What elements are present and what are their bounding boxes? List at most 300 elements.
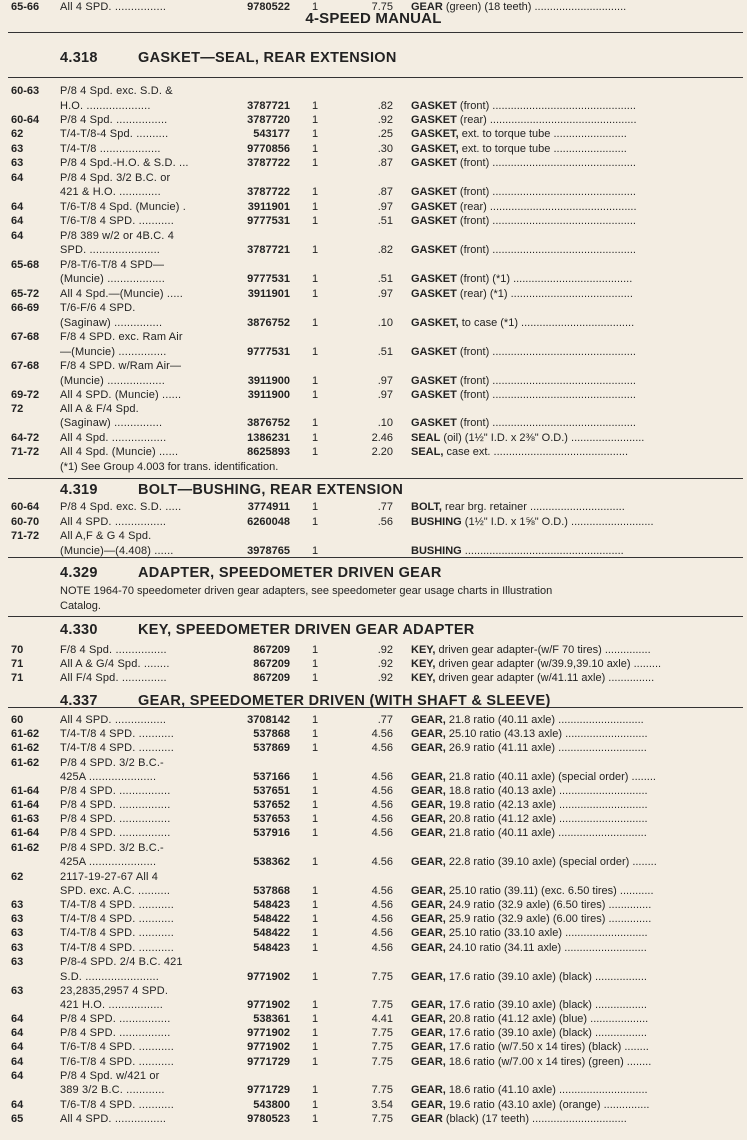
quantity: 1 <box>312 1113 319 1125</box>
item-desc <box>411 798 746 812</box>
application-desc: T/4-T/8 ................... <box>60 143 161 155</box>
year-range: 64 <box>11 1013 24 1025</box>
item-desc <box>411 287 746 301</box>
item-desc <box>411 1112 746 1126</box>
application-desc: P/8 4 Spd. ................ <box>60 114 168 126</box>
application-desc: T/4-T/8 4 SPD. ........... <box>60 742 174 754</box>
part-number: 3787722 <box>247 186 290 198</box>
item-detail: (front) ............................................... <box>456 100 636 112</box>
item-name: GEAR, <box>411 999 446 1011</box>
price: .92 <box>377 644 393 656</box>
item-detail: (black) (17 teeth) ............................... <box>442 1113 627 1125</box>
item-desc <box>411 214 746 228</box>
part-number: 1386231 <box>247 432 290 444</box>
part-number: 537652 <box>253 799 290 811</box>
table-row <box>0 713 747 727</box>
part-number: 9777531 <box>247 273 290 285</box>
application-desc: All 4 Spd. (Muncie) ...... <box>60 446 179 458</box>
year-range: 65 <box>11 1113 24 1125</box>
application-desc: All A & G/4 Spd. ........ <box>60 658 170 670</box>
year-range: 63 <box>11 927 24 939</box>
table-row <box>0 402 747 416</box>
application-desc: H.O. .................... <box>60 100 151 112</box>
item-name: GASKET <box>411 346 457 358</box>
price: .51 <box>377 273 393 285</box>
quantity: 1 <box>312 1013 319 1025</box>
year-range: 62 <box>11 871 24 883</box>
quantity: 1 <box>312 273 319 285</box>
year-range: 71-72 <box>11 446 40 458</box>
price: .77 <box>377 714 393 726</box>
item-name: GEAR, <box>411 827 446 839</box>
price: .97 <box>377 389 393 401</box>
application-desc: (Saginaw) ............... <box>60 417 163 429</box>
item-detail: 18.6 ratio (w/7.00 x 14 tires) (green) ........ <box>445 1056 652 1068</box>
year-range: 69-72 <box>11 389 40 401</box>
item-desc <box>411 657 746 671</box>
year-range: 63 <box>11 985 24 997</box>
item-detail: 17.6 ratio (39.10 axle) (black) ................. <box>445 971 647 983</box>
item-name: GEAR, <box>411 885 446 897</box>
part-number: 3911900 <box>247 375 290 387</box>
part-number: 537868 <box>253 728 290 740</box>
price: 4.56 <box>371 799 393 811</box>
item-detail: 25.10 ratio (43.13 axle) ........................... <box>445 728 648 740</box>
item-detail: 24.10 ratio (34.11 axle) ........................... <box>445 942 647 954</box>
header-rule <box>8 32 743 33</box>
application-desc: All A,F & G 4 Spd. <box>60 530 152 542</box>
section-title-4-329 <box>60 565 442 581</box>
application-desc: F/8 4 SPD. exc. Ram Air <box>60 331 183 343</box>
item-desc <box>411 941 746 955</box>
application-desc: All 4 Spd.—(Muncie) ..... <box>60 288 183 300</box>
table-row <box>0 841 747 855</box>
table-row <box>0 243 747 257</box>
item-detail: driven gear adapter (w/39.9,39.10 axle) ......... <box>435 658 662 670</box>
item-detail: rear brg. retainer ............................... <box>441 501 625 513</box>
item-desc <box>411 671 746 685</box>
table-row <box>0 998 747 1012</box>
part-number: 537916 <box>253 827 290 839</box>
item-name: GASKET <box>411 114 457 126</box>
year-range: 61-63 <box>11 813 40 825</box>
item-name: GEAR, <box>411 1027 446 1039</box>
year-range: 60-63 <box>11 85 40 97</box>
item-desc <box>411 812 746 826</box>
item-name: GASKET, <box>411 128 459 140</box>
part-number: 867209 <box>253 672 290 684</box>
part-number: 3978765 <box>247 545 290 557</box>
year-range: 60-64 <box>11 501 40 513</box>
table-row <box>0 1112 747 1126</box>
item-desc <box>411 884 746 898</box>
item-name: SEAL, <box>411 446 444 458</box>
item-desc <box>411 374 746 388</box>
table-row <box>0 1055 747 1069</box>
part-number: 9771902 <box>247 1027 290 1039</box>
item-detail: 21.8 ratio (40.11 axle) ............................. <box>445 827 647 839</box>
quantity: 1 <box>312 186 319 198</box>
application-desc: P/8 4 Spd.-H.O. & S.D. ... <box>60 157 189 169</box>
item-name: GEAR, <box>411 927 446 939</box>
item-name: GEAR, <box>411 1013 446 1025</box>
quantity: 1 <box>312 827 319 839</box>
item-name: GEAR, <box>411 785 446 797</box>
item-name: GASKET <box>411 201 457 213</box>
item-name: GASKET <box>411 186 457 198</box>
price: .82 <box>377 100 393 112</box>
item-desc <box>411 200 746 214</box>
item-desc <box>411 926 746 940</box>
item-desc <box>411 99 746 113</box>
item-desc <box>411 1098 746 1112</box>
section-rule <box>8 707 743 708</box>
table-row <box>0 855 747 869</box>
item-name: GASKET <box>411 288 457 300</box>
part-number: 548422 <box>253 913 290 925</box>
item-detail: ext. to torque tube ........................ <box>458 128 627 140</box>
table-row <box>0 941 747 955</box>
quantity: 1 <box>312 771 319 783</box>
application-desc: T/4-T/8-4 Spd. .......... <box>60 128 169 140</box>
year-range: 64-72 <box>11 432 40 444</box>
item-detail: driven gear adapter (w/41.11 axle) ............... <box>435 672 655 684</box>
section-title-4-319 <box>60 482 403 498</box>
section-rule <box>8 557 743 558</box>
table-row <box>0 84 747 98</box>
application-desc: P/8 4 Spd. 3/2 B.C. or <box>60 172 171 184</box>
application-desc: (Muncie) .................. <box>60 273 165 285</box>
year-range: 61-62 <box>11 757 40 769</box>
year-range: 63 <box>11 942 24 954</box>
year-range: 64 <box>11 1070 24 1082</box>
quantity: 1 <box>312 1099 319 1111</box>
quantity: 1 <box>312 714 319 726</box>
application-desc: All 4 SPD. ................ <box>60 1113 167 1125</box>
year-range: 64 <box>11 172 24 184</box>
table-row <box>0 301 747 315</box>
price: 4.56 <box>371 927 393 939</box>
table-row <box>0 345 747 359</box>
table-row <box>0 812 747 826</box>
application-desc: 389 3/2 B.C. ............ <box>60 1084 165 1096</box>
item-desc <box>411 142 746 156</box>
item-detail: (oil) (1½" I.D. x 2⅜" O.D.) ........................ <box>440 432 645 444</box>
item-name: GEAR, <box>411 913 446 925</box>
table-row <box>0 671 747 685</box>
price: .92 <box>377 114 393 126</box>
quantity: 1 <box>312 375 319 387</box>
item-name: GASKET, <box>411 143 459 155</box>
part-number: 867209 <box>253 658 290 670</box>
item-detail: (front) ............................................... <box>456 186 636 198</box>
item-desc <box>411 156 746 170</box>
price: 4.41 <box>371 1013 393 1025</box>
quantity: 1 <box>312 785 319 797</box>
year-range: 60-64 <box>11 114 40 126</box>
part-number: 3787721 <box>247 100 290 112</box>
table-row <box>0 741 747 755</box>
table-row <box>0 955 747 969</box>
part-number: 3876752 <box>247 317 290 329</box>
table-row <box>0 388 747 402</box>
table-row <box>0 657 747 671</box>
item-desc <box>411 515 746 529</box>
item-desc <box>411 998 746 1012</box>
item-detail: 25.9 ratio (32.9 axle) (6.00 tires) .............. <box>445 913 652 925</box>
year-range: 67-68 <box>11 360 40 372</box>
price: 7.75 <box>371 1113 393 1125</box>
item-detail: 18.8 ratio (40.13 axle) ............................. <box>445 785 648 797</box>
quantity: 1 <box>312 1056 319 1068</box>
year-range: 65-72 <box>11 288 40 300</box>
table-row <box>0 1083 747 1097</box>
item-detail: 22.8 ratio (39.10 axle) (special order) ........ <box>445 856 657 868</box>
application-desc: T/6-T/8 4 Spd. (Muncie) . <box>60 201 187 213</box>
section-title-4-318 <box>60 50 397 66</box>
part-number: 9771729 <box>247 1084 290 1096</box>
application-desc: SPD. ...................... <box>60 244 161 256</box>
item-name: GASKET <box>411 417 457 429</box>
year-range: 63 <box>11 913 24 925</box>
item-detail: 19.6 ratio (43.10 axle) (orange) ............... <box>445 1099 650 1111</box>
year-range: 64 <box>11 201 24 213</box>
price: 4.56 <box>371 856 393 868</box>
table-row <box>0 727 747 741</box>
application-desc: All 4 Spd. ................. <box>60 432 167 444</box>
table-row <box>0 515 747 529</box>
item-name: GEAR <box>411 1 443 13</box>
year-range: 61-62 <box>11 742 40 754</box>
section-note: (*1) See Group 4.003 for trans. identification. <box>60 461 279 473</box>
part-number: 537869 <box>253 742 290 754</box>
item-name: GASKET, <box>411 317 459 329</box>
price: 4.56 <box>371 913 393 925</box>
item-detail: (1½" I.D. x 1⅝" O.D.) ........................... <box>461 516 654 528</box>
year-range: 61-62 <box>11 728 40 740</box>
part-number: 543800 <box>253 1099 290 1111</box>
item-detail: ext. to torque tube ........................ <box>458 143 627 155</box>
application-desc: T/4-T/8 4 SPD. ........... <box>60 913 174 925</box>
application-desc: —(Muncie) ............... <box>60 346 167 358</box>
application-desc: 421 H.O. ................. <box>60 999 163 1011</box>
price: 4.56 <box>371 742 393 754</box>
application-desc: P/8 4 SPD. ................ <box>60 1013 171 1025</box>
item-name: GASKET <box>411 389 457 401</box>
quantity: 1 <box>312 389 319 401</box>
item-detail: (front) (*1) ....................................... <box>456 273 633 285</box>
item-desc <box>411 643 746 657</box>
application-desc: All F/4 Spd. .............. <box>60 672 167 684</box>
part-number: 537651 <box>253 785 290 797</box>
item-desc <box>411 316 746 330</box>
price: 4.56 <box>371 771 393 783</box>
item-desc <box>411 243 746 257</box>
price: .97 <box>377 375 393 387</box>
item-desc <box>411 826 746 840</box>
table-row <box>0 200 747 214</box>
application-desc: 421 & H.O. ............. <box>60 186 161 198</box>
quantity: 1 <box>312 942 319 954</box>
section-number: 4.330 <box>60 622 98 638</box>
year-range: 64 <box>11 215 24 227</box>
section-number: 4.318 <box>60 50 98 66</box>
year-range: 61-64 <box>11 827 40 839</box>
year-range: 64 <box>11 1056 24 1068</box>
item-detail: 17.6 ratio (39.10 axle) (black) ................. <box>445 999 647 1011</box>
table-row <box>0 1040 747 1054</box>
item-detail: (green) (18 teeth) .............................. <box>442 1 627 13</box>
price: .10 <box>377 417 393 429</box>
price: 4.56 <box>371 885 393 897</box>
item-detail: case ext. ............................................ <box>443 446 629 458</box>
quantity: 1 <box>312 1084 319 1096</box>
table-row <box>0 784 747 798</box>
section-number: 4.337 <box>60 693 98 709</box>
item-desc <box>411 1040 746 1054</box>
part-number: 538362 <box>253 856 290 868</box>
year-range: 63 <box>11 956 24 968</box>
part-number: 548423 <box>253 942 290 954</box>
table-row <box>0 445 747 459</box>
section-note: Catalog. <box>60 600 101 612</box>
part-number: 9770856 <box>247 143 290 155</box>
item-name: KEY, <box>411 658 436 670</box>
item-detail: 25.10 ratio (39.11) (exc. 6.50 tires) ........... <box>445 885 654 897</box>
application-desc: F/8 4 SPD. w/Ram Air— <box>60 360 182 372</box>
quantity: 1 <box>312 516 319 528</box>
quantity: 1 <box>312 672 319 684</box>
table-row <box>0 374 747 388</box>
price: 7.75 <box>371 1056 393 1068</box>
item-desc <box>411 272 746 286</box>
application-desc: P/8 4 SPD. 3/2 B.C.- <box>60 757 164 769</box>
table-row <box>0 113 747 127</box>
quantity: 1 <box>312 114 319 126</box>
price: 7.75 <box>371 971 393 983</box>
part-number: 537653 <box>253 813 290 825</box>
item-desc <box>411 500 746 514</box>
part-number: 548422 <box>253 927 290 939</box>
quantity: 1 <box>312 157 319 169</box>
part-number: 9771902 <box>247 971 290 983</box>
quantity: 1 <box>312 813 319 825</box>
section-rule <box>8 77 743 78</box>
table-row <box>0 926 747 940</box>
year-range: 61-64 <box>11 785 40 797</box>
item-desc <box>411 113 746 127</box>
application-desc: P/8-T/6-T/8 4 SPD— <box>60 259 165 271</box>
item-name: GEAR, <box>411 899 446 911</box>
item-detail: 20.8 ratio (41.12 axle) ............................. <box>445 813 648 825</box>
item-desc <box>411 898 746 912</box>
application-desc: P/8 4 SPD. ................ <box>60 827 171 839</box>
item-detail: 21.8 ratio (40.11 axle) (special order) ........ <box>445 771 656 783</box>
quantity: 1 <box>312 885 319 897</box>
item-name: GEAR, <box>411 1041 446 1053</box>
item-detail: .................................................... <box>461 545 624 557</box>
application-desc: P/8 4 SPD. 3/2 B.C.- <box>60 842 164 854</box>
application-desc: P/8 4 SPD. ................ <box>60 799 171 811</box>
price: .10 <box>377 317 393 329</box>
item-desc <box>411 0 746 14</box>
table-row <box>0 912 747 926</box>
section-heading: GEAR, SPEEDOMETER DRIVEN (WITH SHAFT & SLEEVE) <box>138 693 551 709</box>
item-name: GEAR, <box>411 1084 446 1096</box>
application-desc: S.D. ....................... <box>60 971 159 983</box>
table-row <box>0 756 747 770</box>
quantity: 1 <box>312 143 319 155</box>
part-number: 537166 <box>253 771 290 783</box>
item-detail: (front) ............................................... <box>456 417 636 429</box>
table-row <box>0 500 747 514</box>
item-name: GEAR, <box>411 714 446 726</box>
table-row <box>0 99 747 113</box>
table-row <box>0 1026 747 1040</box>
item-name: GASKET <box>411 100 457 112</box>
part-number: 3787721 <box>247 244 290 256</box>
quantity: 1 <box>312 100 319 112</box>
application-desc: P/8 4 Spd. w/421 or <box>60 1070 160 1082</box>
item-detail: 26.9 ratio (41.11 axle) ............................. <box>445 742 647 754</box>
item-name: GASKET <box>411 215 457 227</box>
table-row <box>0 214 747 228</box>
part-number: 9780523 <box>247 1113 290 1125</box>
item-name: GEAR, <box>411 1056 446 1068</box>
section-number: 4.329 <box>60 565 98 581</box>
year-range: 71-72 <box>11 530 40 542</box>
quantity: 1 <box>312 317 319 329</box>
table-row <box>0 1012 747 1026</box>
price: 4.56 <box>371 899 393 911</box>
item-detail: (front) ............................................... <box>456 389 636 401</box>
application-desc: All 4 SPD. ................ <box>60 714 167 726</box>
application-desc: P/8 4 SPD. ................ <box>60 813 171 825</box>
quantity: 1 <box>312 927 319 939</box>
item-desc <box>411 713 746 727</box>
price: 7.75 <box>371 1 393 13</box>
table-row <box>0 870 747 884</box>
price: .51 <box>377 215 393 227</box>
price: .92 <box>377 658 393 670</box>
application-desc: 425A ..................... <box>60 771 157 783</box>
table-row <box>0 416 747 430</box>
item-name: GEAR, <box>411 799 446 811</box>
application-desc: 425A ..................... <box>60 856 157 868</box>
application-desc: T/6-T/8 4 SPD. ........... <box>60 215 174 227</box>
price: 4.56 <box>371 827 393 839</box>
item-name: SEAL <box>411 432 441 444</box>
year-range: 71 <box>11 658 24 670</box>
item-detail: (front) ............................................... <box>456 157 636 169</box>
quantity: 1 <box>312 201 319 213</box>
year-range: 61-64 <box>11 799 40 811</box>
item-detail: 24.9 ratio (32.9 axle) (6.50 tires) .............. <box>445 899 652 911</box>
section-rule <box>8 616 743 617</box>
quantity: 1 <box>312 899 319 911</box>
quantity: 1 <box>312 658 319 670</box>
part-number: 3774911 <box>247 501 290 513</box>
quantity: 1 <box>312 799 319 811</box>
quantity: 1 <box>312 913 319 925</box>
table-row <box>0 330 747 344</box>
price: 7.75 <box>371 1027 393 1039</box>
item-detail: driven gear adapter-(w/F 70 tires) ............... <box>435 644 651 656</box>
year-range: 64 <box>11 1099 24 1111</box>
item-detail: 20.8 ratio (41.12 axle) (blue) ................... <box>445 1013 649 1025</box>
application-desc: 23,2835,2957 4 SPD. <box>60 985 169 997</box>
item-name: KEY, <box>411 644 436 656</box>
